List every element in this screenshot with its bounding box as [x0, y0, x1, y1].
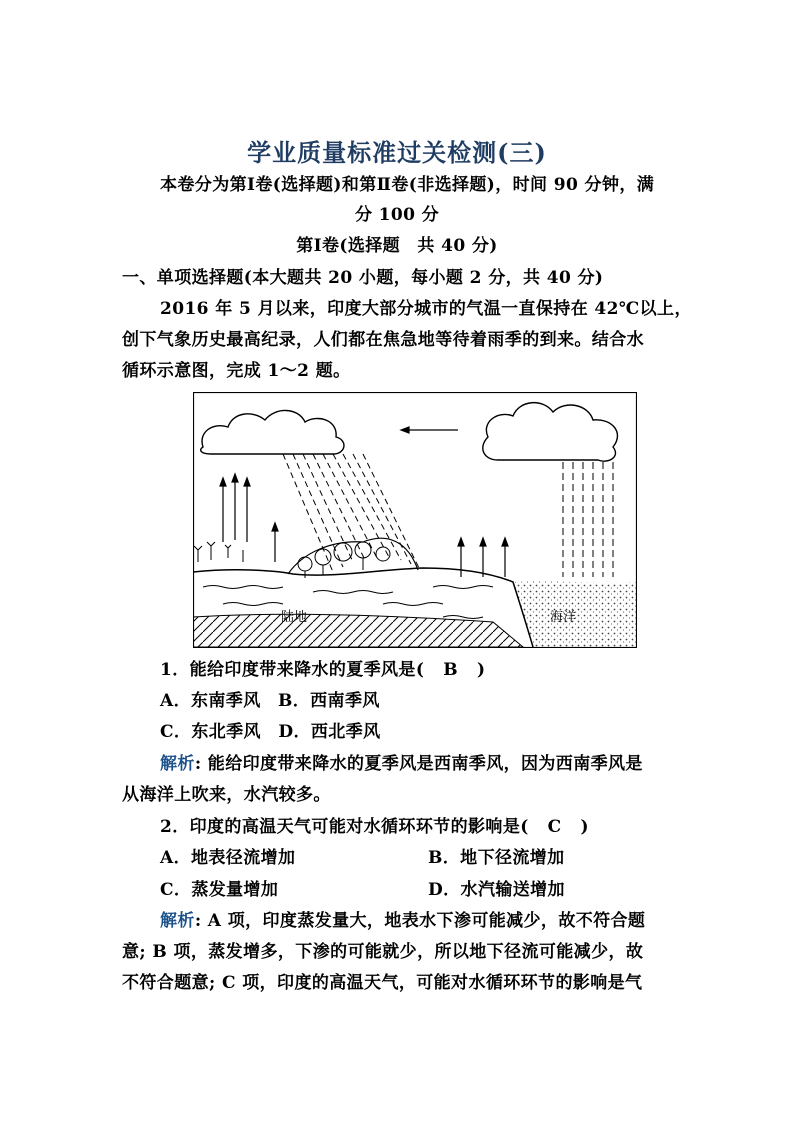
q1-stem-prefix: 1．能给印度带来降水的夏季风是(: [160, 660, 425, 680]
q2-analysis-line3: 不符合题意; C 项，印度的高温天气，可能对水循环环节的影响是气: [122, 973, 643, 993]
intro-line-2: 分 100 分: [354, 205, 440, 225]
passage-line-3: 循环示意图，完成 1～2 题。: [122, 361, 351, 381]
q2-option-d: D．水汽输送增加: [428, 880, 565, 900]
q2-analysis-text1: : A 项，印度蒸发量大，地表水下渗可能减少，故不符合题: [194, 911, 646, 931]
q2-option-c: C．蒸发量增加: [160, 880, 279, 900]
q1-stem: [160, 657, 485, 683]
passage-line-1: 2016 年 5 月以来，印度大部分城市的气温一直保持在 42℃以上，: [160, 299, 692, 319]
section1-title: 一、单项选择题(本大题共 20 小题，每小题 2 分，共 40 分): [122, 268, 604, 288]
q2-option-a: A．地表径流增加: [160, 848, 296, 868]
part1-title: 第Ⅰ卷(选择题 共 40 分): [296, 236, 498, 256]
land-label: 陆地: [281, 610, 308, 625]
q2-analysis-line2: 意; B 项，蒸发增多，下渗的可能就少，所以地下径流可能减少，故: [122, 942, 644, 962]
q1-stem-suffix: ): [477, 660, 486, 680]
intro-line-1: 本卷分为第Ⅰ卷(选择题)和第Ⅱ卷(非选择题)，时间 90 分钟，满: [160, 175, 655, 195]
q1-analysis-label: 解析: [160, 754, 195, 774]
q2-answer: C: [547, 817, 562, 837]
q2-analysis-label: 解析: [160, 911, 195, 931]
q2-stem: [160, 814, 589, 840]
water-cycle-figure: [193, 392, 637, 648]
q2-stem-suffix: ): [580, 817, 589, 837]
q1-options-row2: C．东北季风 D．西北季风: [160, 722, 381, 742]
page-title: 学业质量标准过关检测(三): [247, 138, 547, 167]
sea-label: 海洋: [550, 610, 577, 625]
q2-analysis-line1: [160, 908, 645, 934]
q1-analysis-line2: 从海洋上吹来，水汽较多。: [122, 785, 331, 805]
q1-options-row1: A．东南季风 B．西南季风: [160, 691, 380, 711]
q1-analysis-text1: : 能给印度带来降水的夏季风是西南季风，因为西南季风是: [194, 754, 643, 774]
q1-analysis-line1: [160, 751, 643, 777]
q2-option-b: B．地下径流增加: [428, 848, 565, 868]
passage-line-2: 创下气象历史最高纪录，人们都在焦急地等待着雨季的到来。结合水: [122, 330, 644, 350]
q2-stem-prefix: 2．印度的高温天气可能对水循环环节的影响是(: [160, 817, 529, 837]
q1-answer: B: [443, 660, 459, 680]
